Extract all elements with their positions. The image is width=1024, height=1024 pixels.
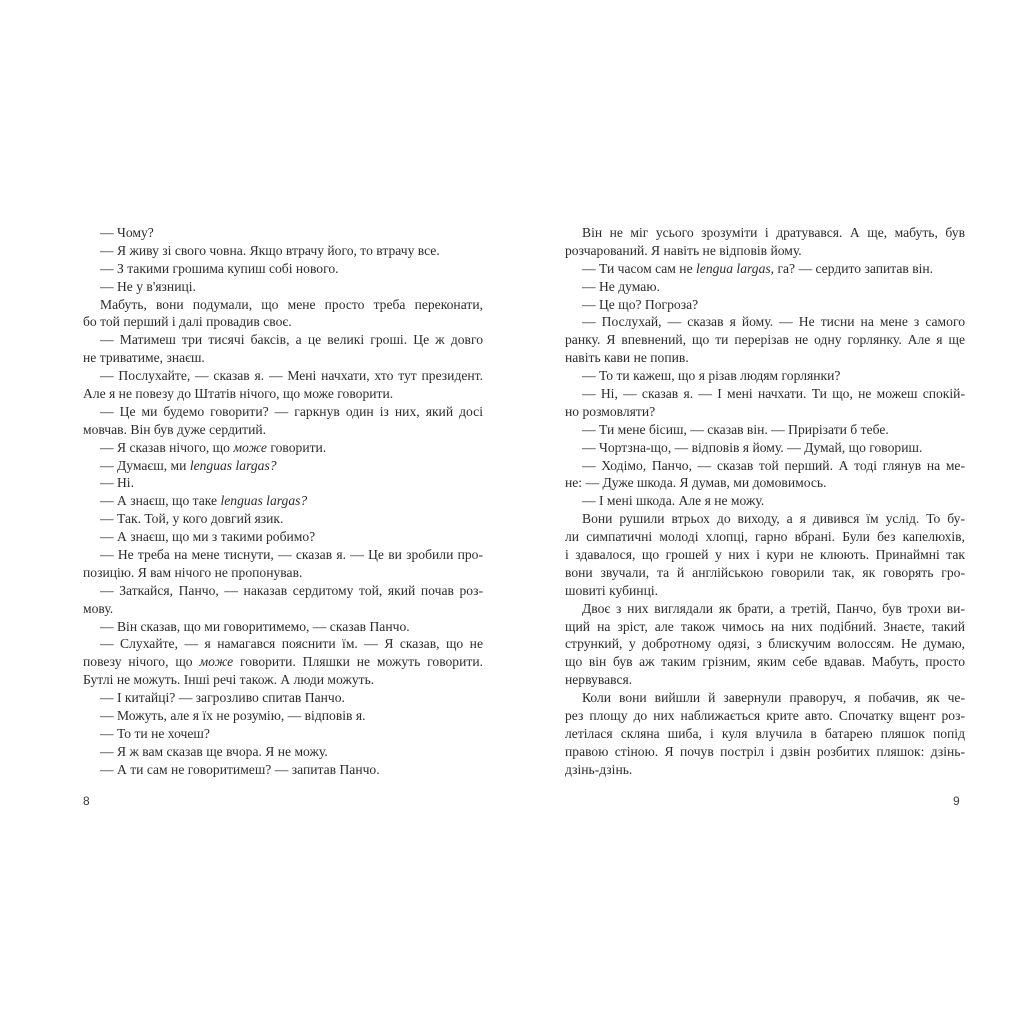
text-span: не: — Дуже шкода. Я думав, ми домовимось. [565, 475, 827, 491]
italic-text: lengua largas [696, 260, 771, 276]
italic-text: lenguas largas? [189, 457, 277, 473]
left-page-text-line [83, 260, 483, 278]
left-page-text-line [83, 582, 483, 600]
text-span: щий на зріст, але також чимось на них подібний. Знаєте, такий [565, 618, 965, 634]
text-span: — Послухай, — сказав я йому. — Не тисни на мене з самого [582, 314, 965, 330]
right-page-text-line [565, 528, 965, 546]
right-page-body [565, 224, 965, 779]
text-span: — Так. Той, у кого довгий язик. [100, 511, 284, 527]
right-page-text-line [565, 671, 965, 689]
text-span: — Заткайся, Панчо, — наказав сердитому той, який почав роз- [100, 582, 483, 598]
left-page-text-line [83, 725, 483, 743]
left-page-text-line [83, 761, 483, 779]
right-page-text-line [565, 242, 965, 260]
right-page-text-line [565, 474, 965, 492]
left-page-number: 8 [83, 794, 90, 808]
text-span: — Я ж вам сказав ще вчора. Я не можу. [100, 743, 328, 759]
text-span: Але я не повезу до Штатів нічого, що може говорити. [83, 386, 394, 402]
left-page-text-line [83, 367, 483, 385]
left-page-text-line [83, 474, 483, 492]
right-page-text-line [565, 367, 965, 385]
left-page-text-line [83, 564, 483, 582]
text-span: говорити. [266, 439, 327, 455]
text-span: дзінь-дзінь. [565, 761, 633, 777]
left-page-text-line [83, 492, 483, 510]
right-page-text-line [565, 349, 965, 367]
text-span: вони звучали, та й англійською говорили так, як говорять гро- [565, 564, 965, 580]
text-span: мовчав. Він був дуже сердитий. [83, 421, 267, 437]
right-page-text-line [565, 707, 965, 725]
text-span: Вони рушили втрьох до виходу, а я дивився їм услід. То бу- [582, 511, 965, 527]
italic-text: lenguas largas? [220, 493, 308, 509]
left-page-text-line [83, 296, 483, 314]
text-span: — Ти мене бісиш, — сказав він. — Прирізати б тебе. [582, 421, 889, 437]
right-page-text-line [565, 653, 965, 671]
text-span: — Ні, — сказав я. — І мені начхати. Ти що, не можеш спокій- [582, 386, 965, 402]
right-page-text-line [565, 564, 965, 582]
text-span: — То ти кажеш, що я різав людям горлянки? [582, 368, 841, 384]
right-page-text-line [565, 331, 965, 349]
left-page-text-line [83, 331, 483, 349]
text-span: — Чому? [100, 225, 154, 240]
left-page-text-line [83, 313, 483, 331]
left-page-text-line [83, 528, 483, 546]
text-span: — Це що? Погроза? [582, 296, 699, 312]
text-span: — Це ми будемо говорити? — гаркнув один із них, який досі [100, 403, 483, 419]
right-page-text-line [565, 492, 965, 510]
text-span: — Я живу зі свого човна. Якщо втрачу його, то втрачу все. [100, 242, 440, 258]
text-span: Він не міг усього зрозуміти і дратувався. А ще, мабуть, був [582, 225, 965, 240]
text-span: мову. [83, 600, 114, 616]
text-span: , га? — сердито запитав він. [770, 260, 934, 276]
right-page-text-line [565, 313, 965, 331]
right-page-text-line [565, 582, 965, 600]
text-span: — То ти не хочеш? [100, 725, 210, 741]
right-page-text-line [565, 635, 965, 653]
text-span: — А ти сам не говоритимеш? — запитав Панчо. [100, 761, 380, 777]
text-span: ли симпатичні молоді хлопці, гарно вбрані. Були без капелюхів, [565, 529, 965, 545]
left-page-text-line [83, 242, 483, 260]
right-page-text-line [565, 725, 965, 743]
text-span: — Ходімо, Панчо, — сказав той перший. А тоді глянув на ме- [582, 457, 965, 473]
right-page-text-line [565, 278, 965, 296]
text-span: що він був аж таким грізним, яким себе вдавав. Мабуть, просто [565, 654, 965, 670]
text-span: — З такими грошима купиш собі нового. [100, 260, 339, 276]
text-span: рез площу до них наближається крите авто. Спочатку вщент роз- [565, 708, 965, 724]
text-span: — Чортзна-що, — відповів я йому. — Думай, що говориш. [582, 439, 923, 455]
right-page-text-line [565, 224, 965, 242]
left-page-text-line [83, 743, 483, 761]
text-span: но розмовляти? [565, 403, 656, 419]
right-page-text-line [565, 385, 965, 403]
right-page-text-line [565, 600, 965, 618]
italic-text: може [199, 654, 234, 670]
left-page-text-line [83, 707, 483, 725]
right-page-text-line [565, 743, 965, 761]
left-page-text-line [83, 600, 483, 618]
text-span: — Думаєш, ми [100, 457, 190, 473]
left-page-text-line [83, 618, 483, 636]
right-page-text-line [565, 260, 965, 278]
left-page-text-line [83, 349, 483, 367]
text-span: правою стіною. Я почув постріл і дзвін розбитих пляшок: дзінь- [565, 743, 965, 759]
text-span: — Не у в'язниці. [100, 278, 196, 294]
text-span: Коли вони вийшли й завернули праворуч, я побачив, як че- [582, 690, 965, 706]
text-span: Двоє з них виглядали як брати, а третій, Панчо, був трохи ви- [582, 600, 965, 616]
left-page-text-line [83, 457, 483, 475]
text-span: нервувався. [565, 672, 633, 688]
right-page-text-line [565, 439, 965, 457]
text-span: позицію. Я вам нічого не пропонував. [83, 564, 303, 580]
right-page-text-line [565, 546, 965, 564]
italic-text: може [233, 439, 267, 455]
left-page-body [83, 224, 483, 779]
text-span: стрункий, у добротному одязі, з блискучим волоссям. Не думаю, [565, 636, 965, 652]
text-span: — Я сказав нічого, що [100, 439, 234, 455]
text-span: — Він сказав, що ми говоритимемо, — сказав Панчо. [100, 618, 410, 634]
right-page-number: 9 [953, 794, 960, 808]
left-page-text-line [83, 278, 483, 296]
right-page-text-line [565, 403, 965, 421]
text-span: — Ні. [100, 475, 134, 491]
text-span: — Можуть, але я їх не розумію, — відповів я. [100, 708, 366, 724]
right-page-text-line [565, 618, 965, 636]
left-page-text-line [83, 510, 483, 528]
text-span: — І китайці? — загрозливо спитав Панчо. [100, 690, 345, 706]
text-span: — Не треба на мене тиснути, — сказав я. — Це ви зробили про- [100, 547, 483, 563]
right-page-text-line [565, 296, 965, 314]
left-page-text-line [83, 403, 483, 421]
text-span: — А знаєш, що таке [100, 493, 221, 509]
right-page-text-line [565, 457, 965, 475]
text-span: — Послухайте, — сказав я. — Мені начхати, хто тут президент. [100, 368, 483, 384]
text-span: — І мені шкода. Але я не можу. [582, 493, 765, 509]
left-page-text-line [83, 689, 483, 707]
text-span: — А знаєш, що ми з такими робимо? [100, 529, 316, 545]
left-page-text-line [83, 546, 483, 564]
text-span: Бутлі не можуть. Інші речі також. А люди можуть. [83, 672, 375, 688]
right-page-text-line [565, 689, 965, 707]
text-span: — Не думаю. [582, 278, 660, 294]
left-page-text-line [83, 635, 483, 653]
text-span: летілася скляна шиба, і куля влучила в батарею пляшок попід [565, 725, 965, 741]
right-page-text-line [565, 421, 965, 439]
right-page-text-line [565, 761, 965, 779]
text-span: розчарований. Я навіть не відповів йому. [565, 242, 802, 258]
text-span: — Матимеш три тисячі баксів, а це великі гроші. Це ж довго [100, 332, 483, 348]
text-span: навіть кави не попив. [565, 350, 689, 366]
left-page-text-line [83, 653, 483, 671]
text-span: Мабуть, вони подумали, що мене просто треба переконати, [100, 296, 483, 312]
left-page-text-line [83, 439, 483, 457]
left-page-text-line [83, 421, 483, 439]
left-page-text-line [83, 385, 483, 403]
text-span: ранку. Я впевнений, що ти перерізав не одну горлянку. Але я ще [565, 332, 965, 348]
right-page-text-line [565, 510, 965, 528]
text-span: — Слухайте, — я намагався пояснити їм. — Я сказав, що не [100, 636, 483, 652]
left-page-text-line [83, 224, 483, 242]
left-page-text-line [83, 671, 483, 689]
text-span: і здавалося, що грошей у них і кури не клюють. Принаймні так [565, 547, 965, 563]
text-span: не триватиме, знаєш. [83, 350, 205, 366]
text-span: бо той перший і далі провадив своє. [83, 314, 292, 330]
text-span: повезу нічого, що [83, 654, 200, 670]
text-span: говорити. Пляшки не можуть говорити. [233, 654, 483, 670]
text-span: шовиті кубинці. [565, 582, 659, 598]
text-span: — Ти часом сам не [582, 260, 697, 276]
